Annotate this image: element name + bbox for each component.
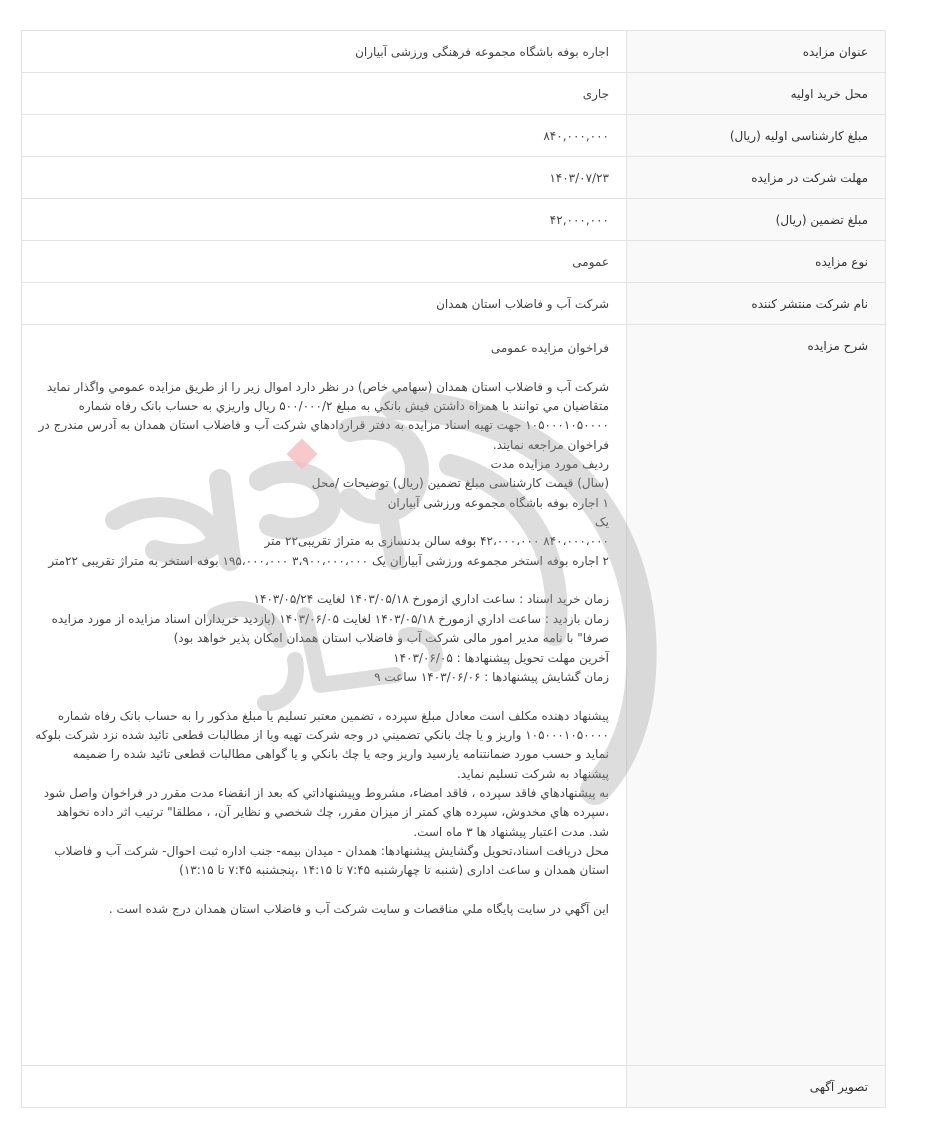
row-value: اجاره بوفه باشگاه مجموعه فرهنگی ورزشی آبیاران xyxy=(22,31,627,73)
row-label: نام شرکت منتشر کننده xyxy=(627,283,886,325)
row-value: ۴۲,۰۰۰,۰۰۰ xyxy=(22,199,627,241)
row-publisher xyxy=(22,283,886,325)
row-ad-image xyxy=(22,1066,886,1108)
row-purchase-place xyxy=(22,73,886,115)
ad-image-cell xyxy=(22,1066,627,1108)
row-value: ۱۴۰۳/۰۷/۲۳ xyxy=(22,157,627,199)
row-label: مبلغ تضمین (ریال) xyxy=(627,199,886,241)
description-text: فراخوان مزايده عمومی شرکت آب و فاضلاب استان همدان (سهامي خاص) در نظر دارد اموال زير را از طريق مزايده عمومي واگذار نمايد متقاضيان مي توانند با همراه داشتن فيش بانکي به مبلغ ۵۰۰/۰۰۰/۲ ريال واريزي به حساب بانک رفاه شماره ۱۰۵۰۰۰۱۰۵۰۰۰۰ جهت تهيه اسناد مزايده به دفتر قراردادهاي شرکت آب و فاضلاب استان همدان به آدرس مندرج در فراخوان مراجعه نمايند. رديف مورد مزايده مدت (سال) قيمت کارشناسی مبلغ تضمين (ريال) توضيحات /محل ۱ اجاره بوفه باشگاه مجموعه ورزشی آبياران يک ۸۴۰،۰۰۰،۰۰۰ ۴۲،۰۰۰،۰۰۰ بوفه سالن بدنسازی به متراژ تقريبی۲۲ متر ۲ اجاره بوفه استخر مجموعه ورزشی آبياران يک ۳،۹۰۰،۰۰۰،۰۰۰ ۱۹۵،۰۰۰،۰۰۰ بوفه استخر به متراژ تقريبی ۲۲متر زمان خريد اسناد : ساعت اداري ازمورخ ۱۴۰۳/۰۵/۱۸ لغايت ۱۴۰۳/۰۵/۲۴ زمان بازديد : ساعت اداري ازمورخ ۱۴۰۳/۰۵/۱۸ لغايت ۱۴۰۳/۰۶/۰۵ (بازديد خريداران اسناد مزايده از مورد مزايده صرفا" با نامه مدير امور مالی شرکت آب و فاضلاب استان همدان امکان پذير خواهد بود) آخرين مهلت تحويل پيشنهادها : ۱۴۰۳/۰۶/۰۵ زمان گشايش پيشنهادها : ۱۴۰۳/۰۶/۰۶ ساعت ۹ پيشنهاد دهنده مکلف است معادل مبلغ سپرده ، تضمين معتبر تسليم يا مبلغ مذکور را به حساب بانک رفاه شماره ۱۰۵۰۰۰۱۰۵۰۰۰۰ واريز و يا چك بانكي تضميني در وجه شركت تهيه ويا از مطالبات قطعی تائيد شده نزد شرکت بلوکه نمايد و حسب مورد ضمانتنامه يارسيد واريز وجه يا چك بانكي و يا گواهی مطالبات قطعی تائيد شده را ضميمه پيشنهاد به شرکت تسليم نمايد. به پيشنهادهاي فاقد سپرده ، فاقد امضاء، مشروط وپيشنهاداتي كه بعد از انقضاء مدت مقرر در فراخوان واصل شود ،سپرده هاي مخدوش، سپرده هاي كمتر از ميزان مقرر، چك شخصي و نظاير آن، ، مطلقا" ترتيب اثر داده نخواهد شد. مدت اعتبار پيشنهاد ها ۳ ماه است. محل دريافت اسناد،تحويل وگشايش پيشنهادها: همدان - ميدان بيمه- جنب اداره ثبت احوال- شرکت آب و فاضلاب استان همدان و ساعت اداری (شنبه تا چهارشنبه ۷:۴۵ تا ۱۴:۱۵ ،پنجشنبه ۷:۴۵ تا ۱۳:۱۵) اين آگهي در سايت پايگاه ملي مناقصات و سايت شرکت آب و فاضلاب استان همدان درج شده است . xyxy=(35,341,609,916)
row-expert-price xyxy=(22,115,886,157)
row-guarantee xyxy=(22,199,886,241)
row-label: مهلت شرکت در مزایده xyxy=(627,157,886,199)
description-cell xyxy=(22,325,627,1066)
row-label: محل خرید اولیه xyxy=(627,73,886,115)
row-value: جاری xyxy=(22,73,627,115)
row-deadline xyxy=(22,157,886,199)
row-title xyxy=(22,31,886,73)
row-label: نوع مزایده xyxy=(627,241,886,283)
row-label: شرح مزایده xyxy=(627,325,886,1066)
row-description xyxy=(22,325,886,1066)
row-auction-type xyxy=(22,241,886,283)
row-label: مبلغ کارشناسی اولیه (ریال) xyxy=(627,115,886,157)
row-value: عمومی xyxy=(22,241,627,283)
row-value: ۸۴۰,۰۰۰,۰۰۰ xyxy=(22,115,627,157)
auction-details-table xyxy=(21,30,886,1108)
row-label: تصویر آگهی xyxy=(627,1066,886,1108)
row-label: عنوان مزایده xyxy=(627,31,886,73)
row-value: شرکت آب و فاضلاب استان همدان xyxy=(22,283,627,325)
